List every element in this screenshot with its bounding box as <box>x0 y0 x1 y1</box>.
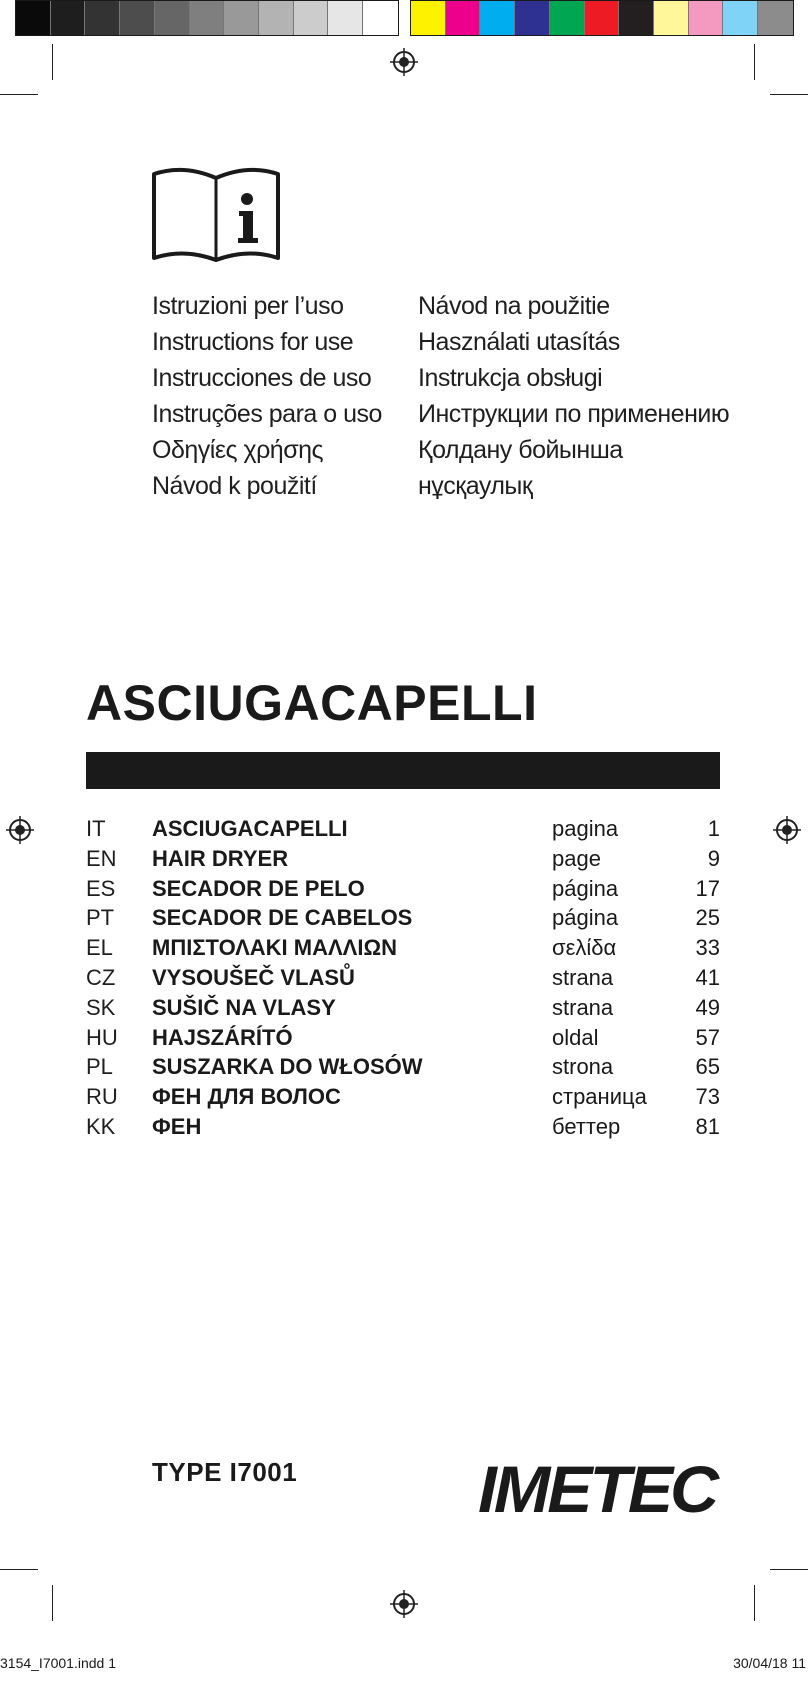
toc-page-number: 1 <box>707 816 720 841</box>
toc-row <box>86 903 720 933</box>
language-line: нұсқаулық <box>418 472 533 500</box>
color-swatch <box>689 1 724 35</box>
color-swatch <box>515 1 550 35</box>
model-type-label: TYPE I7001 <box>152 1457 298 1487</box>
color-swatch <box>155 1 190 35</box>
table-of-contents <box>86 814 720 1142</box>
crop-mark <box>754 44 755 80</box>
toc-product-name: ASCIUGACAPELLI <box>152 816 348 841</box>
toc-page-word: pagina <box>552 816 619 841</box>
color-swatch <box>294 1 329 35</box>
toc-row <box>86 963 720 993</box>
registration-mark-icon <box>390 48 418 76</box>
color-swatch <box>190 1 225 35</box>
crop-mark <box>52 1585 53 1621</box>
languages-right-column <box>418 288 729 504</box>
toc-language-code: HU <box>86 1024 118 1050</box>
toc-product-name: SUŠIČ NA VLASY <box>152 994 336 1020</box>
toc-page-word: page <box>552 845 601 871</box>
toc-product-name: ФЕН ДЛЯ ВОЛОС <box>152 1084 341 1110</box>
color-swatch <box>328 1 363 35</box>
toc-page-word: страница <box>552 1084 647 1110</box>
color-swatch <box>654 1 689 35</box>
toc-page-word: strana <box>552 994 614 1020</box>
toc-product-name: SECADOR DE CABELOS <box>152 905 413 931</box>
color-swatch <box>480 1 515 35</box>
toc-page-word: página <box>552 875 619 901</box>
color-swatch <box>619 1 654 35</box>
toc-page-word: strona <box>552 1054 614 1080</box>
toc-page-word: oldal <box>552 1024 599 1050</box>
toc-row <box>86 1052 720 1082</box>
language-line: Instructions for use <box>152 328 354 356</box>
toc-row <box>86 1023 720 1053</box>
toc-language-code: PT <box>86 905 115 931</box>
color-swatch <box>224 1 259 35</box>
color-swatch <box>550 1 585 35</box>
toc-row <box>86 844 720 874</box>
crop-mark <box>770 94 808 95</box>
toc-page-number: 9 <box>707 845 720 871</box>
toc-page-number: 49 <box>695 994 720 1020</box>
color-swatch <box>446 1 481 35</box>
crop-mark <box>770 1569 808 1570</box>
toc-page-number: 33 <box>695 935 720 961</box>
language-line: Návod k použití <box>152 472 317 500</box>
toc-page-word: σελίδα <box>552 935 617 961</box>
toc-product-name: ФЕН <box>152 1113 202 1139</box>
toc-language-code: KK <box>86 1113 116 1139</box>
toc-page-word: беттер <box>552 1113 621 1139</box>
toc-language-code: EL <box>86 935 113 961</box>
toc-row <box>86 874 720 904</box>
toc-page-number: 81 <box>695 1113 720 1139</box>
color-swatch <box>723 1 758 35</box>
language-line: Instrucciones de uso <box>152 364 372 392</box>
toc-language-code: CZ <box>86 964 116 990</box>
toc-language-code: ES <box>86 875 116 901</box>
language-line: Használati utasítás <box>418 328 620 356</box>
brand-text: IMETEC <box>478 1456 721 1526</box>
language-line: Қолдану бойынша <box>418 436 623 464</box>
toc-page-number: 17 <box>695 875 720 901</box>
toc-page-word: strana <box>552 964 614 990</box>
toc-product-name: HAIR DRYER <box>152 845 289 871</box>
footer-file-name: 3154_I7001.indd 1 <box>0 1655 116 1671</box>
language-line: Οδηγίες χρήσης <box>152 436 324 464</box>
info-book-icon <box>150 166 282 264</box>
title-band <box>86 752 720 789</box>
toc-row <box>86 933 720 963</box>
color-swatch <box>363 1 398 35</box>
grayscale-color-bar <box>15 0 399 36</box>
crop-mark <box>0 1569 38 1570</box>
crop-mark <box>754 1585 755 1621</box>
toc-row <box>86 993 720 1023</box>
registration-mark-icon <box>6 816 34 844</box>
toc-page-number: 41 <box>695 964 720 990</box>
crop-mark <box>0 94 38 95</box>
toc-row <box>86 1082 720 1112</box>
crop-mark <box>52 44 53 80</box>
toc-product-name: HAJSZÁRÍTÓ <box>152 1024 293 1050</box>
toc-product-name: SUSZARKA DO WŁOSÓW <box>152 1054 423 1080</box>
color-swatch <box>411 1 446 35</box>
footer-date: 30/04/18 11 <box>733 1655 806 1671</box>
toc-language-code: RU <box>86 1084 118 1110</box>
language-line: Instruções para o uso <box>152 400 382 428</box>
color-swatch <box>758 1 793 35</box>
color-swatch <box>16 1 51 35</box>
language-line: Instrukcja obsługi <box>418 364 603 392</box>
toc-page-number: 57 <box>695 1024 720 1050</box>
process-color-bar <box>410 0 794 36</box>
toc-language-code: IT <box>86 816 106 841</box>
toc-language-code: SK <box>86 994 116 1020</box>
toc-row <box>86 814 720 844</box>
color-swatch <box>85 1 120 35</box>
product-title: ASCIUGACAPELLI <box>86 675 538 731</box>
toc-row <box>86 1112 720 1142</box>
toc-product-name: SECADOR DE PELO <box>152 875 365 901</box>
toc-page-number: 73 <box>695 1084 720 1110</box>
toc-page-word: página <box>552 905 619 931</box>
toc-page-number: 65 <box>695 1054 720 1080</box>
toc-product-name: VYSOUŠEČ VLASŮ <box>152 964 355 990</box>
toc-language-code: EN <box>86 845 117 871</box>
toc-language-code: PL <box>86 1054 113 1080</box>
registration-mark-icon <box>390 1590 418 1618</box>
language-line: Istruzioni per l’uso <box>152 292 344 320</box>
toc-page-number: 25 <box>695 905 720 931</box>
imetec-logo <box>478 1456 722 1526</box>
color-swatch <box>585 1 620 35</box>
color-swatch <box>120 1 155 35</box>
color-swatch <box>259 1 294 35</box>
language-line: Инструкции по применению <box>418 400 730 428</box>
languages-left-column <box>152 288 382 504</box>
toc-product-name: ΜΠΙΣΤΟΛΑΚΙ ΜΑΛΛΙΩΝ <box>152 935 397 961</box>
registration-mark-icon <box>773 816 801 844</box>
color-swatch <box>51 1 86 35</box>
language-line: Návod na použitie <box>418 292 610 320</box>
